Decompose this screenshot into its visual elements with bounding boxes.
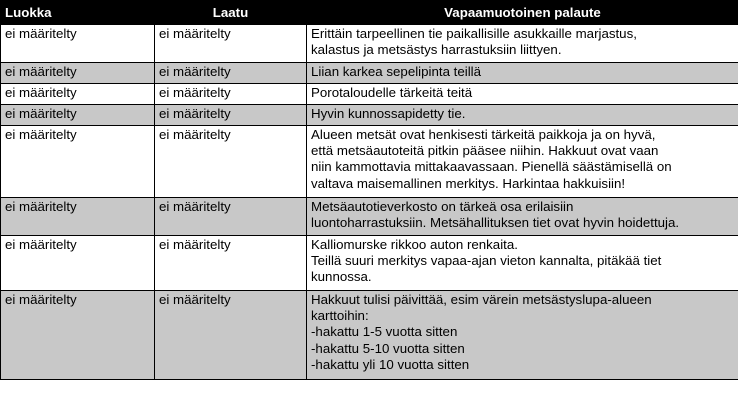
cell-laatu: ei määritelty <box>155 126 307 198</box>
cell-luokka: ei määritelty <box>1 291 155 380</box>
table-row <box>1 126 738 198</box>
cell-laatu: ei määritelty <box>155 84 307 105</box>
feedback-line: luontoharrastuksiin. Metsähallituksen tiet ovat hyvin hoidettuja. <box>311 215 680 231</box>
cell-palaute <box>307 198 738 236</box>
table-row <box>1 25 738 63</box>
feedback-line: -hakattu 5-10 vuotta sitten <box>311 340 465 356</box>
feedback-line: karttoihin: <box>311 308 369 324</box>
cell-palaute <box>307 25 738 63</box>
table-header-row <box>1 1 738 25</box>
column-header-luokka: Luokka <box>1 1 155 25</box>
column-header-palaute: Vapaamuotoinen palaute <box>307 1 738 25</box>
feedback-line: kunnossa. <box>311 269 372 285</box>
feedback-line: -hakattu yli 10 vuotta sitten <box>311 356 470 372</box>
feedback-line: Teillä suuri merkitys vapaa-ajan vieton kannalta, pitäkää tiet <box>311 253 662 269</box>
feedback-line: Porotaloudelle tärkeitä teitä <box>311 85 473 100</box>
feedback-line: Erittäin tarpeellinen tie paikallisille asukkaille marjastus, <box>311 26 637 41</box>
feedback-line: Hakkuut tulisi päivittää, esim värein metsästyslupa-alueen <box>311 292 652 307</box>
cell-laatu: ei määritelty <box>155 236 307 291</box>
feedback-line: kalastus ja metsästys harrastuksiin liittyen. <box>311 42 562 58</box>
table-row <box>1 63 738 84</box>
cell-luokka: ei määritelty <box>1 236 155 291</box>
cell-luokka: ei määritelty <box>1 198 155 236</box>
cell-luokka: ei määritelty <box>1 84 155 105</box>
table-row <box>1 84 738 105</box>
column-header-laatu: Laatu <box>155 1 307 25</box>
cell-palaute <box>307 84 738 105</box>
cell-luokka: ei määritelty <box>1 25 155 63</box>
table-row <box>1 291 738 380</box>
cell-laatu: ei määritelty <box>155 105 307 126</box>
feedback-line: Kalliomurske rikkoo auton renkaita. <box>311 237 518 252</box>
cell-laatu: ei määritelty <box>155 198 307 236</box>
feedback-line: Metsäautotieverkosto on tärkeä osa erilaisiin <box>311 199 574 214</box>
cell-luokka: ei määritelty <box>1 105 155 126</box>
cell-laatu: ei määritelty <box>155 291 307 380</box>
feedback-line: valtava maisemallinen merkitys. Harkintaa hakkuisiin! <box>311 175 626 191</box>
cell-palaute <box>307 105 738 126</box>
cell-laatu: ei määritelty <box>155 63 307 84</box>
cell-palaute <box>307 291 738 380</box>
feedback-line: -hakattu 1-5 vuotta sitten <box>311 324 458 340</box>
feedback-line: niin kammottavia mittakaavassaan. Pienellä säästämisellä on <box>311 159 672 175</box>
cell-laatu: ei määritelty <box>155 25 307 63</box>
feedback-line: Alueen metsät ovat henkisesti tärkeitä paikkoja ja on hyvä, <box>311 127 656 142</box>
table-row <box>1 198 738 236</box>
feedback-line: Hyvin kunnossapidetty tie. <box>311 106 466 121</box>
table-row <box>1 105 738 126</box>
cell-palaute <box>307 236 738 291</box>
cell-palaute <box>307 63 738 84</box>
cell-luokka: ei määritelty <box>1 63 155 84</box>
table-row <box>1 236 738 291</box>
cell-luokka: ei määritelty <box>1 126 155 198</box>
cell-palaute <box>307 126 738 198</box>
feedback-line: että metsäautoteitä pitkin pääsee niihin. Hakkuut ovat vaan <box>311 143 659 159</box>
feedback-line: Liian karkea sepelipinta teillä <box>311 64 482 79</box>
